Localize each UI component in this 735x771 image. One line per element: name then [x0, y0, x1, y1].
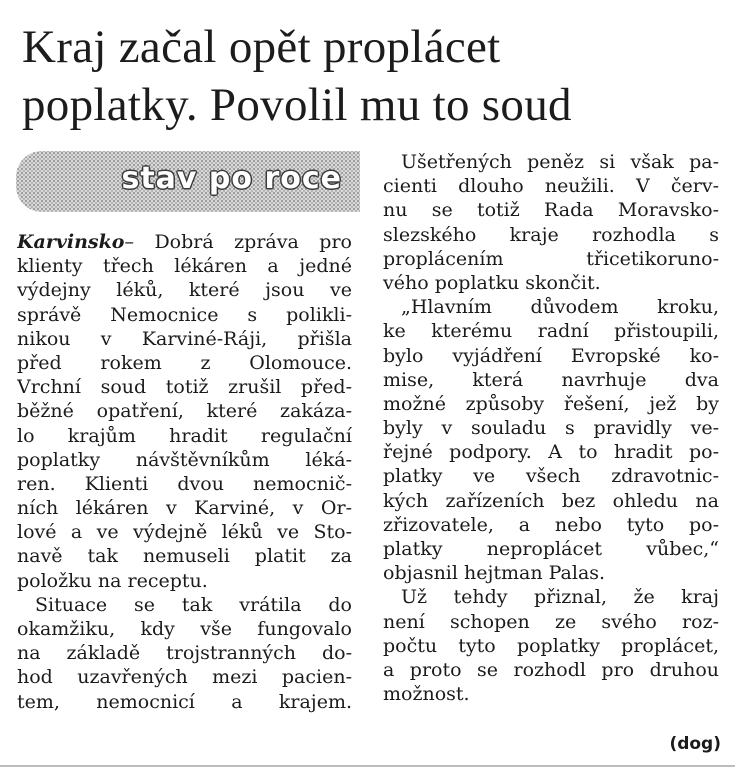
text-line: proplácením třicetikoruno-: [383, 247, 719, 270]
text-line: Vrchní soud totiž zrušil před-: [17, 376, 352, 399]
text-line: cienti dlouho neužili. V červ-: [383, 175, 719, 198]
text-line: ke kterému radní přistoupili,: [383, 320, 719, 343]
text-line: poplatky návštěvníkům léká-: [17, 448, 352, 471]
text-line: okamžiku, kdy vše fungovalo: [17, 618, 352, 640]
text-line: správě Nemocnice s polikli-: [17, 303, 352, 326]
text-line: nu se totiž Rada Moravsko-: [383, 199, 719, 222]
text-line: tem, nemocnicí a krajem.: [17, 690, 352, 713]
text-line: kých zařízeních bez ohledu na: [383, 489, 719, 512]
text-line: platky ve všech zdravotnic-: [383, 465, 719, 488]
bottom-rule: [0, 765, 735, 767]
headline: [22, 18, 722, 134]
article-column-right: [383, 150, 719, 706]
text-line: bylo vyjádření Evropské ko-: [383, 344, 719, 367]
text-line: možné způsoby řešení, jež by: [383, 392, 719, 415]
article-column-left: [17, 230, 352, 714]
text-line: nikou v Karviné-Ráji, přišla: [17, 327, 352, 350]
dateline: Karvinsko: [17, 231, 125, 253]
text-line: ren. Klienti dvou nemocnič-: [17, 472, 352, 495]
text-line: navě tak nemuseli platit za: [17, 545, 352, 568]
text-line: „Hlavním důvodem kroku,: [401, 296, 719, 319]
text-line: platky neproplácet vůbec,“: [383, 538, 719, 560]
text-line: výdejny léků, které jsou ve: [17, 279, 352, 302]
text-line: položku na receptu.: [17, 569, 208, 592]
text-line: mise, která navrhuje dva: [383, 368, 719, 391]
text-line: objasnil hejtman Palas.: [383, 562, 606, 585]
text-line: na základě trojstranných do-: [17, 642, 352, 665]
text-line: a proto se rozhodl pro druhou: [383, 658, 719, 681]
headline-line-2: poplatky. Povolil mu to soud: [22, 79, 572, 131]
text-line: klienty třech lékáren a jedné: [17, 255, 352, 278]
kicker-label: stav po roce: [121, 161, 342, 196]
text-line: lo krajům hradit regulační: [17, 424, 352, 447]
text-line: byly v souladu s pravidly ve-: [383, 417, 719, 440]
text-line: Situace se tak vrátila do: [35, 593, 352, 616]
text-line: slezského kraje rozhodla s: [383, 223, 719, 246]
author-byline: (dog): [669, 734, 721, 754]
text-line: není schopen ze svého roz-: [383, 610, 719, 633]
text-line-fragment: – Dobrá zpráva pro: [124, 231, 352, 253]
text-line: [17, 230, 352, 254]
text-line: vého poplatku skončit.: [383, 271, 601, 294]
text-line: lové a ve výdejně léků ve Sto-: [17, 521, 352, 544]
kicker-banner: [16, 151, 360, 212]
text-line: Ušetřených peněz si však pa-: [401, 151, 719, 173]
text-line: před rokem z Olomouce.: [17, 351, 352, 374]
text-line: počtu tyto poplatky proplácet,: [383, 634, 719, 657]
text-line: možnost.: [383, 683, 470, 706]
text-line: ních lékáren v Karviné, v Or-: [17, 497, 352, 520]
text-line: běžné opatření, které zakáza-: [17, 400, 352, 423]
text-line: hod uzavřených mezi pacien-: [17, 666, 352, 689]
headline-line-1: Kraj začal opět proplácet: [22, 21, 501, 73]
text-line: zřizovatele, a nebo tyto po-: [383, 513, 719, 536]
text-line: řejné podpory. A to hradit po-: [383, 441, 719, 464]
text-line: Už tehdy přiznal, že kraj: [401, 586, 719, 609]
